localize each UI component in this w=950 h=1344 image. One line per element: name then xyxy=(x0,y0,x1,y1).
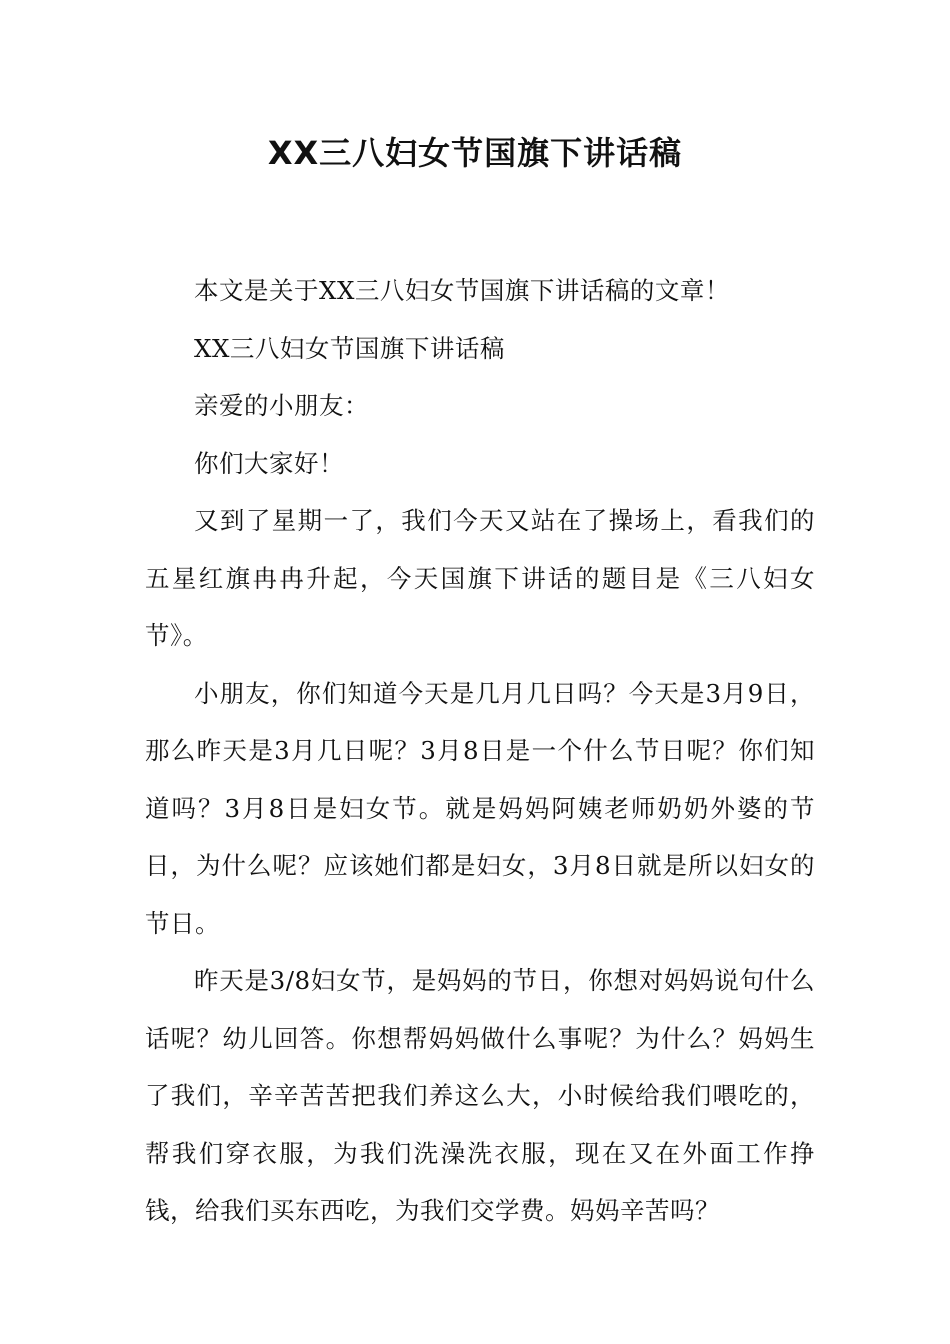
paragraph-greeting: 你们大家好！ xyxy=(194,448,344,478)
document-body xyxy=(145,262,815,1240)
paragraph-salutation: 亲爱的小朋友： xyxy=(194,391,369,420)
paragraph-subtitle: XX三八妇女节国旗下讲话稿 xyxy=(194,333,505,363)
paragraph-date-question: 小朋友，你们知道今天是几月几日吗？今天是3月9日，那么昨天是3月几日呢？3月8日是一个什么节日呢？你们知道吗？3月8日是妇女节。就是妈妈阿姨老师奶奶外婆的节日，为什么呢？应该她们都是妇女，3月8日就是所以妇女的节日。 xyxy=(145,678,815,938)
paragraph-monday: 又到了星期一了，我们今天又站在了操场上，看我们的五星红旗冉冉升起，今天国旗下讲话的题目是《三八妇女节》。 xyxy=(145,506,815,650)
document-title: XX三八妇女节国旗下讲话稿 xyxy=(267,134,683,172)
paragraph-mother: 昨天是3/8妇女节，是妈妈的节日，你想对妈妈说句什么话呢？幼儿回答。你想帮妈妈做什么事呢？为什么？妈妈生了我们，辛辛苦苦把我们养这么大，小时候给我们喂吃的，帮我们穿衣服，为我们洗澡洗衣服，现在又在外面工作挣钱，给我们买东西吃，为我们交学费。妈妈辛苦吗？ xyxy=(145,966,815,1225)
paragraph-intro: 本文是关于XX三八妇女节国旗下讲话稿的文章！ xyxy=(194,276,730,305)
